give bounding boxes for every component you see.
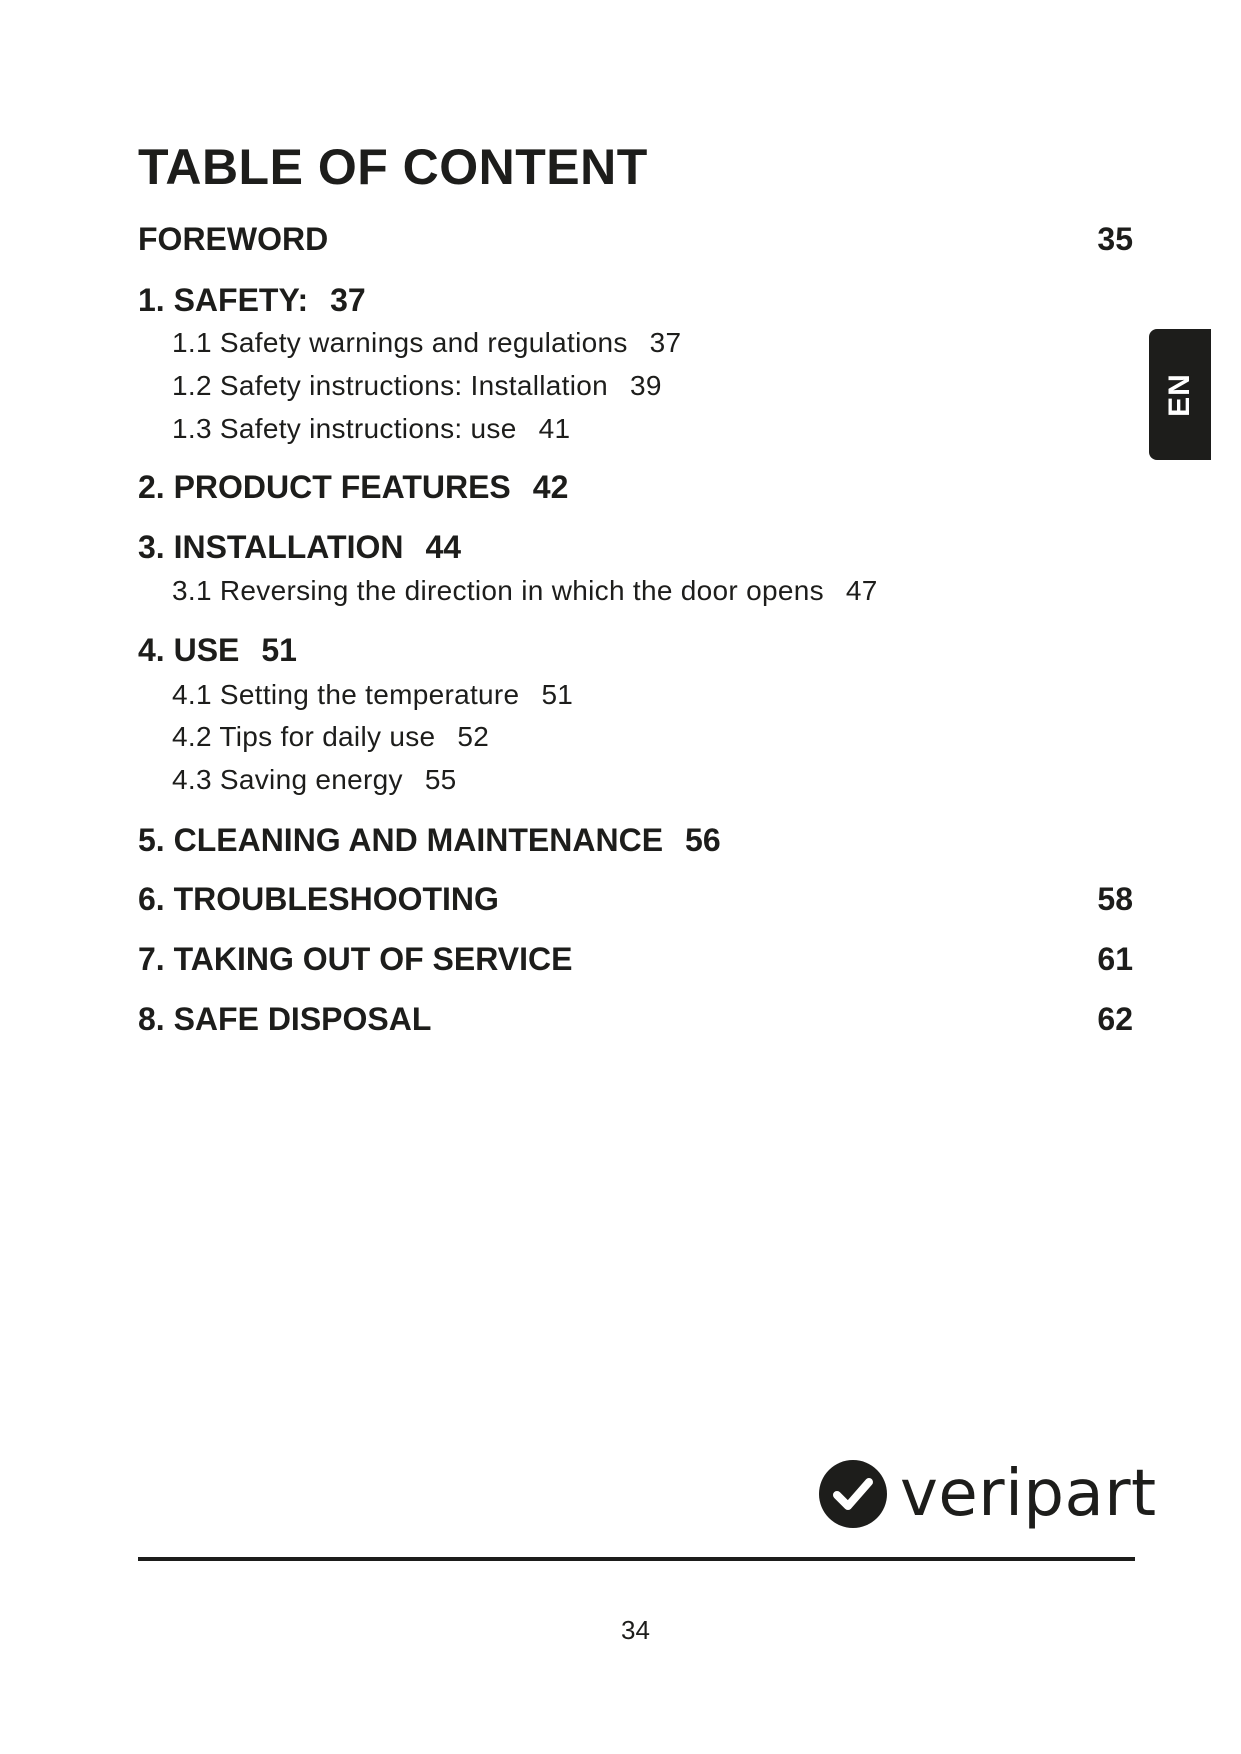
toc-subentry-temperature[interactable] <box>172 681 573 709</box>
toc-label: 4.2 Tips for daily use <box>172 721 436 752</box>
toc-label: 3. INSTALLATION <box>138 529 404 565</box>
toc-page-number: 51 <box>261 632 297 668</box>
toc-page-number: 37 <box>649 327 682 358</box>
toc-subentry-safety-installation[interactable] <box>172 372 662 400</box>
toc-entry-use[interactable] <box>138 634 297 666</box>
toc-page-number: 52 <box>457 721 490 752</box>
toc-entry-foreword[interactable] <box>138 223 328 255</box>
toc-label: 3.1 Reversing the direction in which the door opens <box>172 575 824 606</box>
toc-label: 5. CLEANING AND MAINTENANCE <box>138 822 664 858</box>
toc-subentry-reversing-door[interactable] <box>172 577 878 605</box>
toc-subentry-safety-warnings[interactable] <box>172 329 681 357</box>
toc-page-number: 58 <box>1097 881 1133 917</box>
toc-page-number: 41 <box>538 413 571 444</box>
toc-page-number: 37 <box>330 282 366 318</box>
toc-entry-product-features[interactable] <box>138 471 568 503</box>
checkmark-icon <box>818 1459 888 1529</box>
toc-entry-taking-out-of-service[interactable] <box>138 943 572 975</box>
footer-divider <box>138 1557 1135 1561</box>
toc-label: 1.1 Safety warnings and regulations <box>172 327 628 358</box>
toc-label: 6. TROUBLESHOOTING <box>138 881 499 917</box>
toc-label: FOREWORD <box>138 221 329 257</box>
toc-label: 4. USE <box>138 632 240 668</box>
toc-page-number: 62 <box>1097 1001 1133 1037</box>
toc-subentry-daily-use[interactable] <box>172 723 489 751</box>
toc-label: 7. TAKING OUT OF SERVICE <box>138 941 573 977</box>
language-label: EN <box>1163 372 1196 417</box>
toc-page-number: 61 <box>1097 941 1133 977</box>
toc-label: 1. SAFETY: <box>138 282 309 318</box>
toc-entry-installation[interactable] <box>138 531 461 563</box>
toc-page-number: 56 <box>685 822 721 858</box>
toc-entry-safe-disposal[interactable] <box>138 1003 431 1035</box>
toc-entry-safety[interactable] <box>138 284 366 316</box>
toc-entry-troubleshooting[interactable] <box>138 883 499 915</box>
toc-page-number: 35 <box>1097 221 1133 257</box>
toc-page-number: 44 <box>425 529 462 565</box>
page-number: 34 <box>621 1615 650 1645</box>
toc-subentry-saving-energy[interactable] <box>172 766 457 794</box>
brand-name: veripart <box>900 1457 1157 1531</box>
toc-label: 4.1 Setting the temperature <box>172 679 520 710</box>
toc-page-number: 55 <box>424 764 457 795</box>
toc-label: 1.2 Safety instructions: Installation <box>172 370 608 401</box>
toc-page-number: 47 <box>845 575 878 606</box>
toc-page-number: 42 <box>532 469 569 505</box>
language-tab <box>1149 329 1211 460</box>
page-title: TABLE OF CONTENT <box>138 139 648 195</box>
toc-label: 1.3 Safety instructions: use <box>172 413 517 444</box>
toc-label: 2. PRODUCT FEATURES <box>138 469 511 505</box>
toc-label: 4.3 Saving energy <box>172 764 403 795</box>
toc-subentry-safety-use[interactable] <box>172 415 570 443</box>
toc-entry-cleaning[interactable] <box>138 824 721 856</box>
toc-page-number: 39 <box>630 370 662 401</box>
toc-page-number: 51 <box>541 679 574 710</box>
toc-label: 8. SAFE DISPOSAL <box>138 1001 432 1037</box>
brand-logo <box>818 1456 1157 1532</box>
